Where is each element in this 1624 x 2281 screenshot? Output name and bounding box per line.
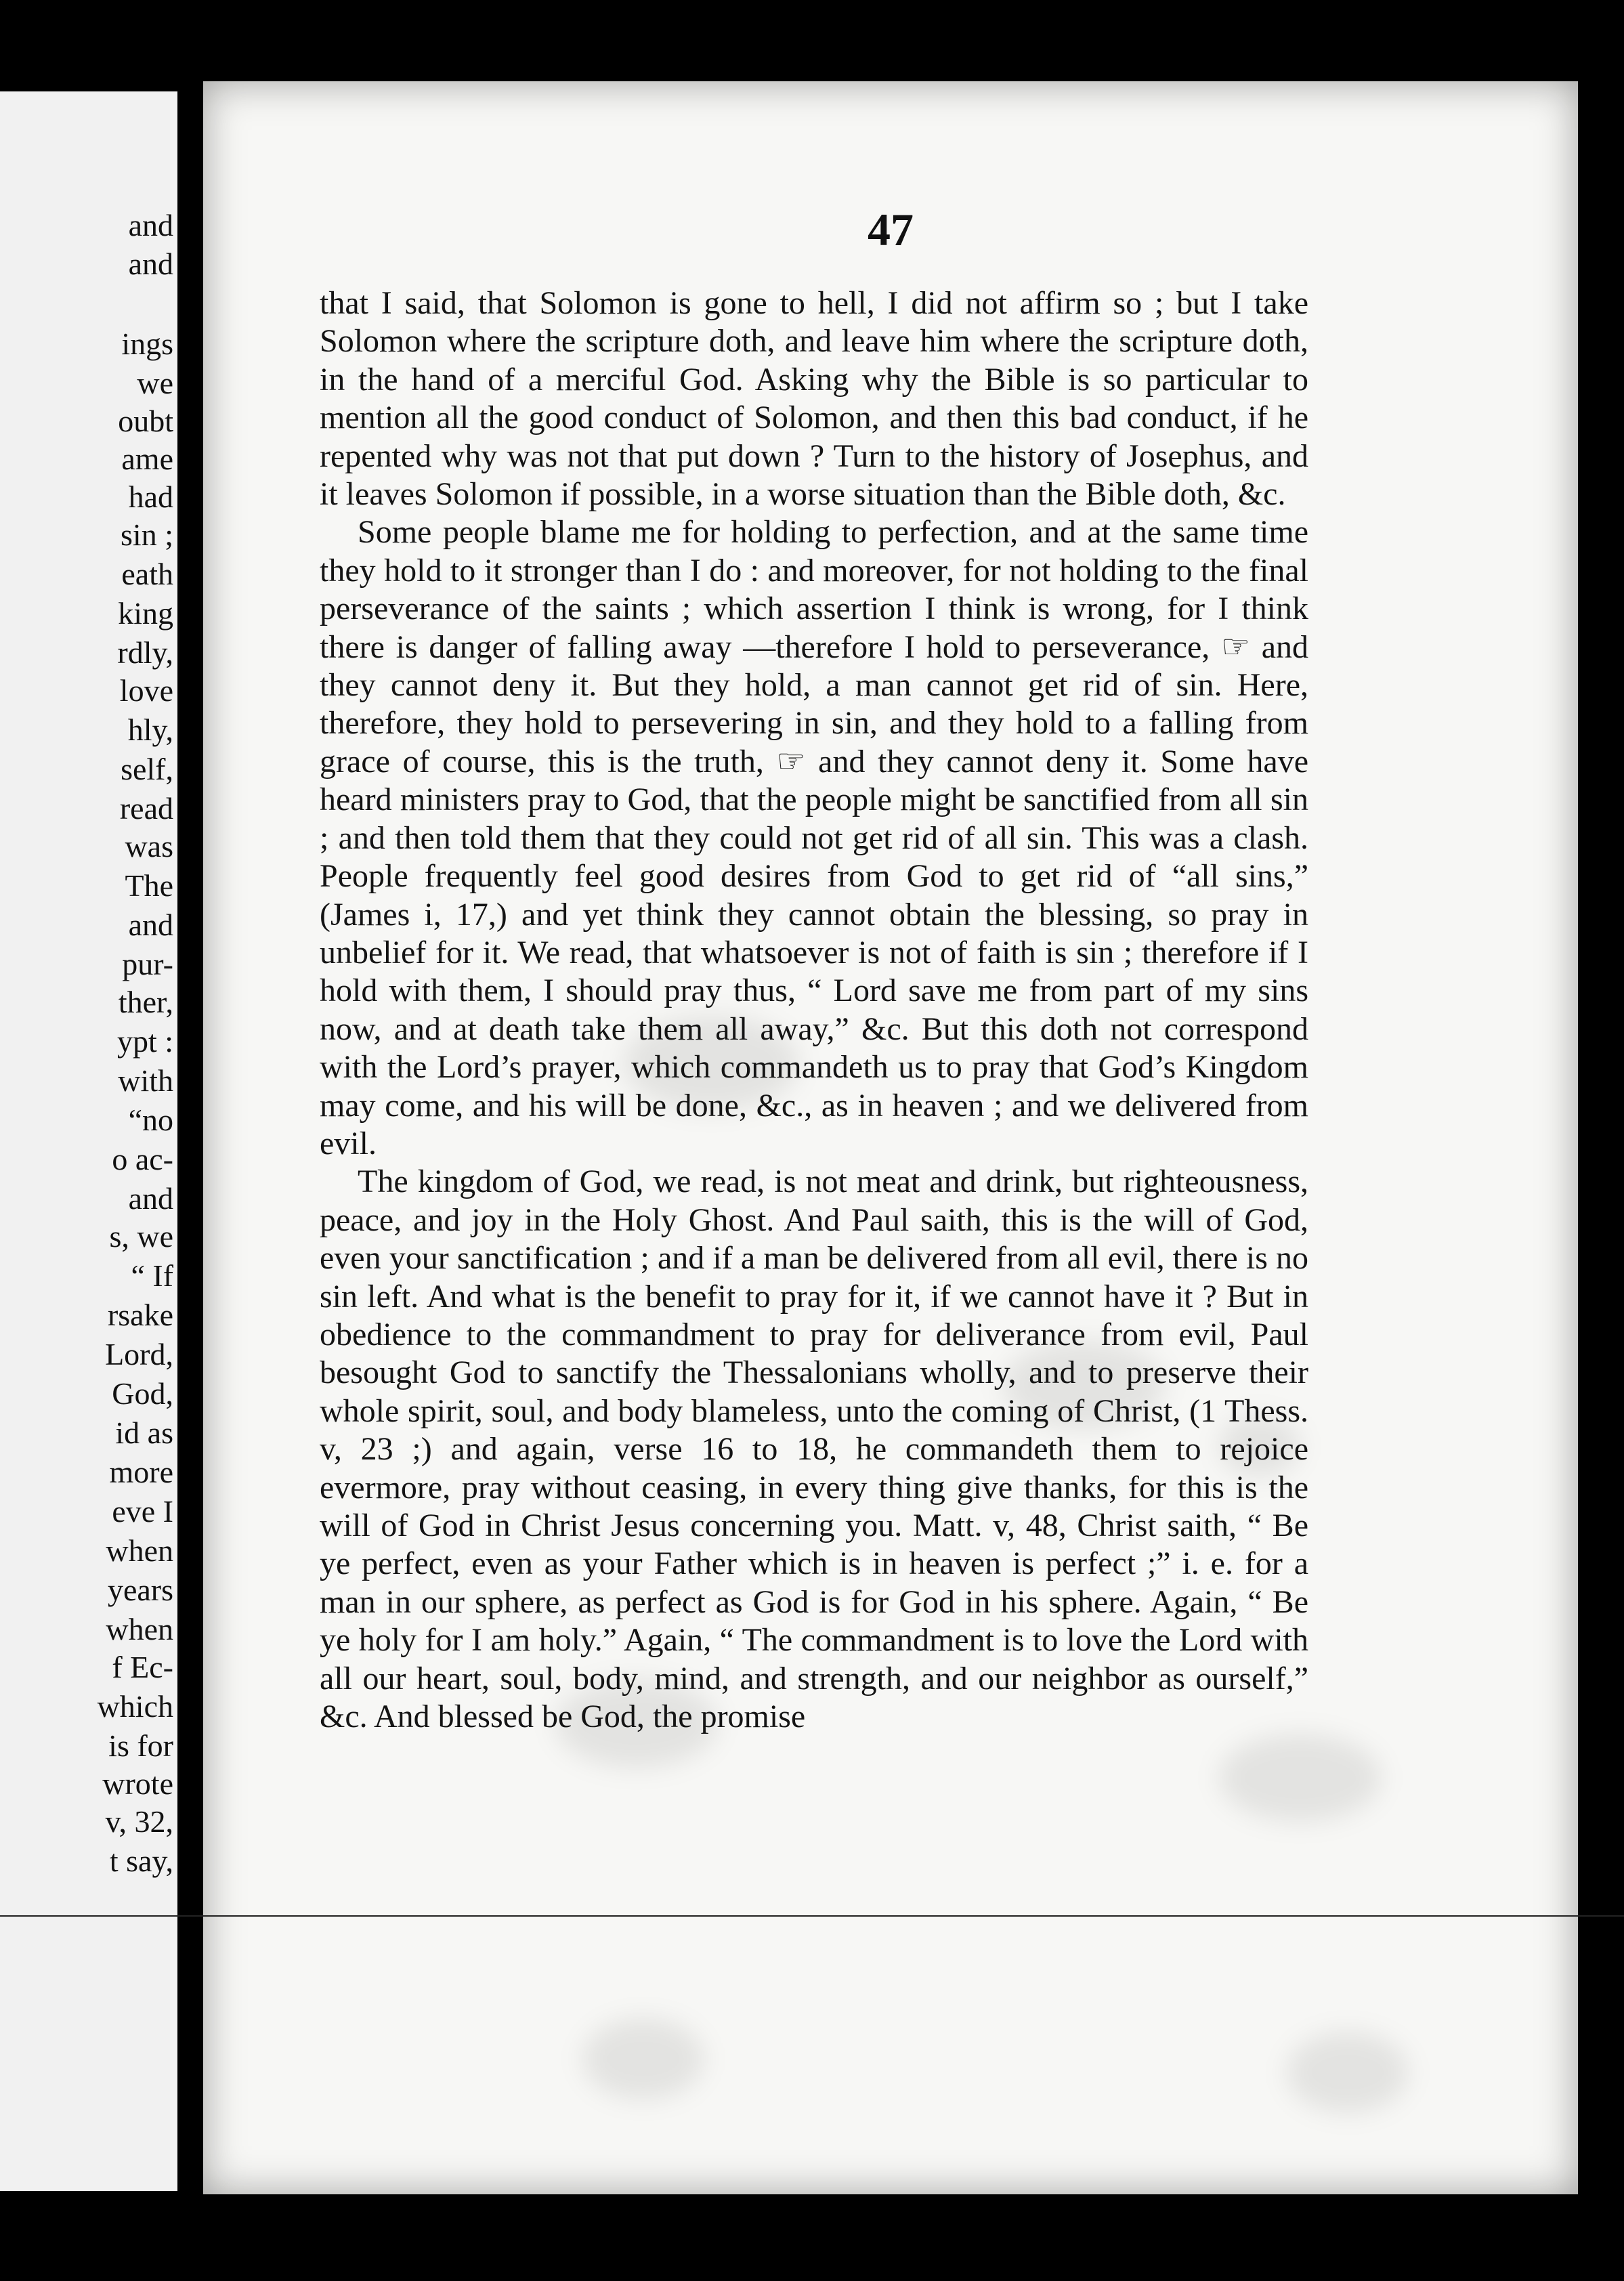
- facing-page-fragment: we: [137, 366, 173, 400]
- facing-page-fragment: ame: [121, 442, 173, 476]
- facing-page-fragment: o ac-: [112, 1142, 173, 1176]
- facing-page-fragment: wrote: [102, 1766, 173, 1801]
- book-page: [203, 81, 1578, 2194]
- facing-page-left: [0, 91, 177, 2191]
- facing-page-fragment: God,: [112, 1376, 173, 1411]
- facing-page-fragment: and: [128, 247, 173, 281]
- page-body-text: [320, 284, 1308, 1736]
- paragraph: Some people blame me for holding to perfection, and at the same time they hold to it stronger than I do : and moreover, for not holding to the final perseverance of the saints ; which assertion I think is wrong, for I think there is danger of falling away —therefore I hold to perseverance, ☞ and they cannot deny it. But they hold, a man cannot get rid of sin. Here, therefore, they hold to persevering in sin, and they hold to a falling from grace of course, this is the truth, ☞ and they cannot deny it. Some have heard ministers pray to God, that the people might be sanctified from all sin ; and then told them that they could not get rid of all sin. This was a clash. People frequently feel good desires from God to get rid of “all sins,” (James i, 17,) and yet think they cannot obtain the blessing, so pray in unbelief for it. We read, that whatsoever is not of faith is sin ; therefore if I hold with them, I should pray thus, “ Lord save me from part of my sins now, and at death take them all away,” &c. But this doth not correspond with the Lord’s prayer, which commandeth us to pray that God’s Kingdom may come, and his will be done, &c., as in heaven ; and we delivered from evil.: [320, 514, 1308, 1161]
- ink-smudge: [1219, 1734, 1382, 1822]
- facing-page-fragment: self,: [121, 752, 173, 786]
- facing-page-fragment: king: [118, 596, 173, 631]
- facing-page-fragment: ther,: [118, 985, 173, 1019]
- facing-page-fragment: v, 32,: [105, 1804, 173, 1839]
- facing-page-fragment: id as: [115, 1415, 173, 1450]
- facing-page-fragment: sin ;: [121, 517, 173, 552]
- facing-page-fragment: pur-: [122, 947, 173, 981]
- facing-page-fragment: hly,: [127, 712, 173, 747]
- paragraph: that I said, that Solomon is gone to hell, I did not affirm so ; but I take Solomon where the scripture doth, and leave him where the scripture doth, in the hand of a merciful God. Asking why the Bible is so particular to mention all the good conduct of Solomon, and then this bad conduct, if he repented why was not that put down ? Turn to the history of Josephus, and it leaves Solomon if possible, in a worse situation than the Bible doth, &c.: [320, 285, 1308, 513]
- facing-page-fragment: Lord,: [105, 1337, 173, 1371]
- facing-page-fragment: was: [125, 829, 173, 864]
- facing-page-fragment: is for: [108, 1728, 173, 1763]
- facing-page-fragment: rdly,: [117, 635, 173, 670]
- facing-page-fragment: read: [119, 791, 173, 826]
- facing-page-fragment: ings: [121, 326, 173, 361]
- facing-page-fragment: when: [106, 1533, 173, 1568]
- facing-page-fragment: and: [128, 208, 173, 242]
- facing-page-fragment: rsake: [107, 1298, 173, 1332]
- page-number: 47: [868, 204, 914, 255]
- facing-page-fragment: “no: [128, 1103, 173, 1137]
- facing-page-fragment: eath: [121, 557, 173, 591]
- ink-smudge: [1287, 2032, 1409, 2113]
- facing-page-fragment: s, we: [109, 1219, 173, 1254]
- ink-smudge: [582, 2018, 704, 2099]
- facing-page-fragment: f Ec-: [112, 1650, 173, 1684]
- facing-page-fragment: “ If: [131, 1258, 173, 1293]
- facing-page-fragment: had: [128, 479, 173, 514]
- facing-page-fragment: eve I: [112, 1494, 173, 1529]
- facing-page-fragment: love: [119, 673, 173, 708]
- facing-page-fragment: ypt :: [116, 1024, 173, 1059]
- facing-page-fragment: more: [109, 1455, 173, 1489]
- facing-page-fragment: The: [125, 868, 173, 903]
- facing-page-fragment: t say,: [109, 1843, 173, 1878]
- facing-page-fragment: oubt: [118, 404, 173, 438]
- facing-page-fragment: when: [106, 1612, 173, 1646]
- facing-page-fragment: years: [107, 1573, 173, 1607]
- scanner-line-artifact: [0, 1915, 1624, 1917]
- facing-page-fragment: which: [97, 1689, 173, 1724]
- facing-page-fragment: with: [118, 1063, 173, 1098]
- facing-page-fragment: and: [128, 908, 173, 942]
- paragraph: The kingdom of God, we read, is not meat and drink, but righteousness, peace, and joy in the Holy Ghost. And Paul saith, this is the will of God, even your sanctification ; and if a man be delivered from all evil, there is no sin left. And what is the benefit to pray for it, if we cannot have it ? But in obedience to the commandment to pray for deliverance from evil, Paul besought God to sanctify the Thessalonians wholly, and to preserve their whole spirit, soul, and body blameless, unto the coming of Christ, (1 Thess. v, 23 ;) and again, verse 16 to 18, he commandeth them to rejoice evermore, pray without ceasing, in every thing give thanks, for this is the will of God in Christ Jesus concerning you. Matt. v, 48, Christ saith, “ Be ye perfect, even as your Father which is in heaven is perfect ;” i. e. for a man in our sphere, as perfect as God is for God in his sphere. Again, “ Be ye holy for I am holy.” Again, “ The commandment is to love the Lord with all our heart, soul, body, mind, and strength, and our neighbor as ourself,” &c. And blessed be God, the promise: [320, 1164, 1308, 1735]
- facing-page-fragment: and: [128, 1181, 173, 1216]
